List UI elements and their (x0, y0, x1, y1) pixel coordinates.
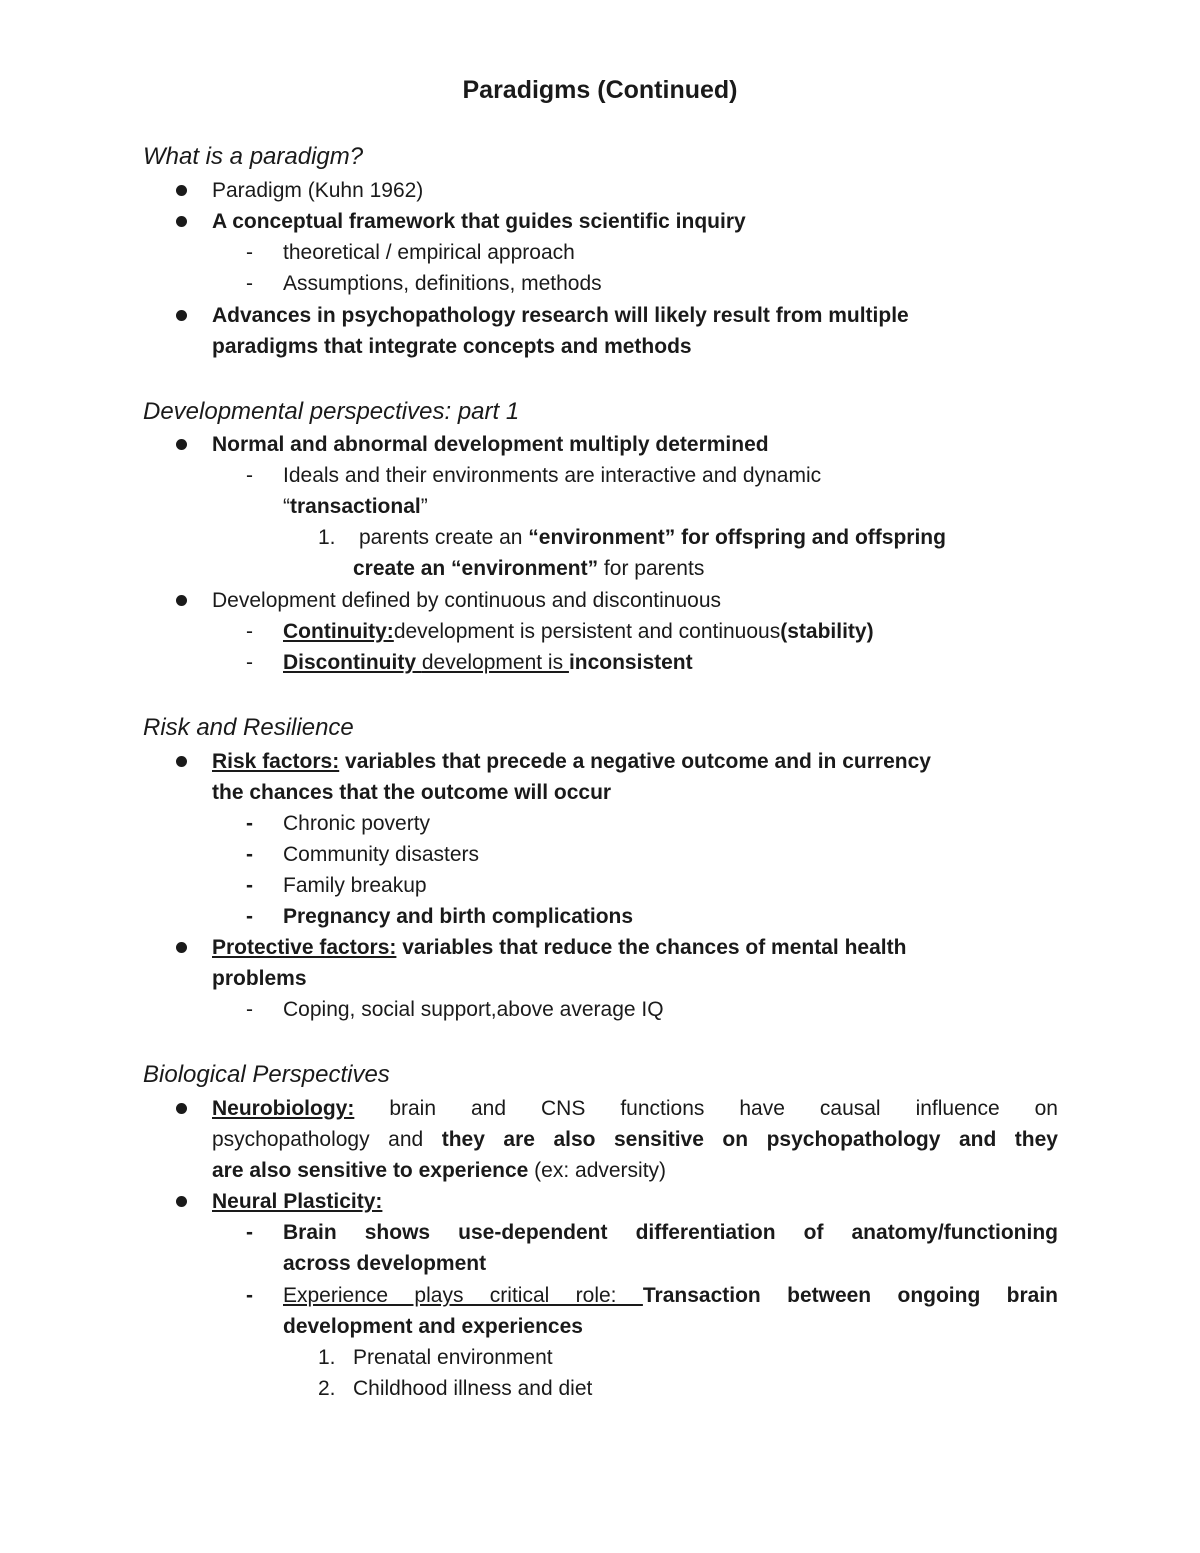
bold-text: “environment” for offspring and offspring (528, 526, 946, 549)
list-item-continued: the chances that the outcome will occur (212, 781, 612, 804)
list-item-continued: paradigms that integrate concepts and methods (212, 335, 692, 358)
list-item: A conceptual framework that guides scientific inquiry (212, 210, 746, 233)
bullet-icon (176, 185, 187, 196)
underlined-text: Experience plays critical role: (283, 1284, 643, 1307)
sub-list-item: Chronic poverty (283, 812, 431, 835)
section-heading-developmental: Developmental perspectives: part 1 (143, 398, 520, 425)
definition-text: variables that precede a negative outcome and in currency (339, 750, 931, 773)
sub-list-item: Ideals and their environments are interactive and dynamic (283, 464, 822, 487)
bold-text: create an “environment” (353, 557, 599, 580)
bullet-icon (176, 1196, 187, 1207)
term-continuity: Continuity: (283, 620, 394, 643)
bold-text: inconsistent (568, 651, 693, 674)
bullet-icon (176, 595, 187, 606)
bullet-icon (176, 756, 187, 767)
sub-list-item-continued: development and experiences (283, 1315, 583, 1338)
dash-icon: - (246, 1221, 253, 1244)
dash-icon: - (246, 874, 253, 897)
page-title: Paradigms (Continued) (462, 76, 738, 104)
list-item (212, 1093, 1058, 1124)
sub-list-item: Coping, social support,above average IQ (283, 998, 664, 1021)
sub-list-item: Family breakup (283, 874, 427, 897)
numbered-item-continued (353, 553, 704, 584)
sub-list-item (283, 616, 874, 647)
section-heading-biological: Biological Perspectives (143, 1061, 390, 1088)
term-neural-plasticity: Neural Plasticity: (212, 1190, 383, 1213)
open-quote: “ (283, 495, 290, 518)
sub-list-item: Assumptions, definitions, methods (283, 272, 602, 295)
sub-list-item: Pregnancy and birth complications (283, 905, 634, 928)
bullet-icon (176, 1103, 187, 1114)
bold-text: Transaction between ongoing brain (642, 1284, 1058, 1307)
dash-icon: - (246, 1284, 253, 1307)
bold-text: are also sensitive to experience (212, 1159, 529, 1182)
sub-list-item: Brain shows use-dependent differentiation of anatomy/functioning (283, 1221, 1058, 1244)
bullet-icon (176, 216, 187, 227)
bullet-icon (176, 439, 187, 450)
numbered-item: Childhood illness and diet (353, 1377, 593, 1400)
list-item-continued (212, 1124, 1058, 1155)
list-item: Normal and abnormal development multiply determined (212, 433, 769, 456)
numbered-item-text: for parents (598, 557, 705, 580)
sub-list-item-continued: across development (283, 1252, 487, 1275)
numbered-item: Prenatal environment (353, 1346, 553, 1369)
dash-icon: - (246, 464, 253, 487)
dash-icon: - (246, 812, 253, 835)
list-item-continued (212, 1155, 666, 1186)
list-item-continued: problems (212, 967, 307, 990)
dash-icon: - (246, 998, 253, 1021)
dash-icon: - (246, 272, 253, 295)
definition-text: development is (421, 651, 569, 674)
term-protective-factors: Protective factors: (212, 936, 397, 959)
list-item: Paradigm (Kuhn 1962) (212, 179, 424, 202)
sub-list-item-continued (283, 491, 428, 522)
bold-term: transactional (290, 495, 421, 518)
sub-list-item: theoretical / empirical approach (283, 241, 575, 264)
sub-list-item (283, 647, 693, 678)
dash-icon: - (246, 241, 253, 264)
section-heading-risk: Risk and Resilience (143, 714, 354, 741)
bold-text: they are also sensitive on psychopathology and they (441, 1128, 1058, 1151)
list-item: Advances in psychopathology research will likely result from multiple (212, 304, 909, 327)
dash-icon: - (246, 905, 253, 928)
definition-text: psychopathology and (212, 1128, 442, 1151)
list-item (212, 932, 906, 963)
section-heading-paradigm: What is a paradigm? (143, 143, 364, 170)
list-item (212, 746, 931, 777)
list-item: Development defined by continuous and discontinuous (212, 589, 722, 612)
sub-list-item: Community disasters (283, 843, 480, 866)
dash-icon: - (246, 620, 253, 643)
bold-text: (stability) (780, 620, 874, 643)
definition-text: variables that reduce the chances of mental health (396, 936, 907, 959)
definition-text: brain and CNS functions have causal influence on (354, 1097, 1058, 1120)
dash-icon: - (246, 843, 253, 866)
sub-list-item (283, 1280, 1058, 1311)
bullet-icon (176, 942, 187, 953)
definition-text: development is persistent and continuous (393, 620, 781, 643)
bullet-icon (176, 310, 187, 321)
numbered-item-text: parents create an (359, 526, 529, 549)
term-risk-factors: Risk factors: (212, 750, 340, 773)
dash-icon: - (246, 651, 253, 674)
numbered-item (359, 522, 946, 553)
term-neurobiology: Neurobiology: (212, 1097, 355, 1120)
term-discontinuity: Discontinuity (283, 651, 422, 674)
list-number: 1. (318, 526, 336, 549)
list-number: 1. (318, 1346, 336, 1369)
close-quote: ” (420, 495, 428, 518)
definition-text: (ex: adversity) (528, 1159, 667, 1182)
list-number: 2. (318, 1377, 336, 1400)
